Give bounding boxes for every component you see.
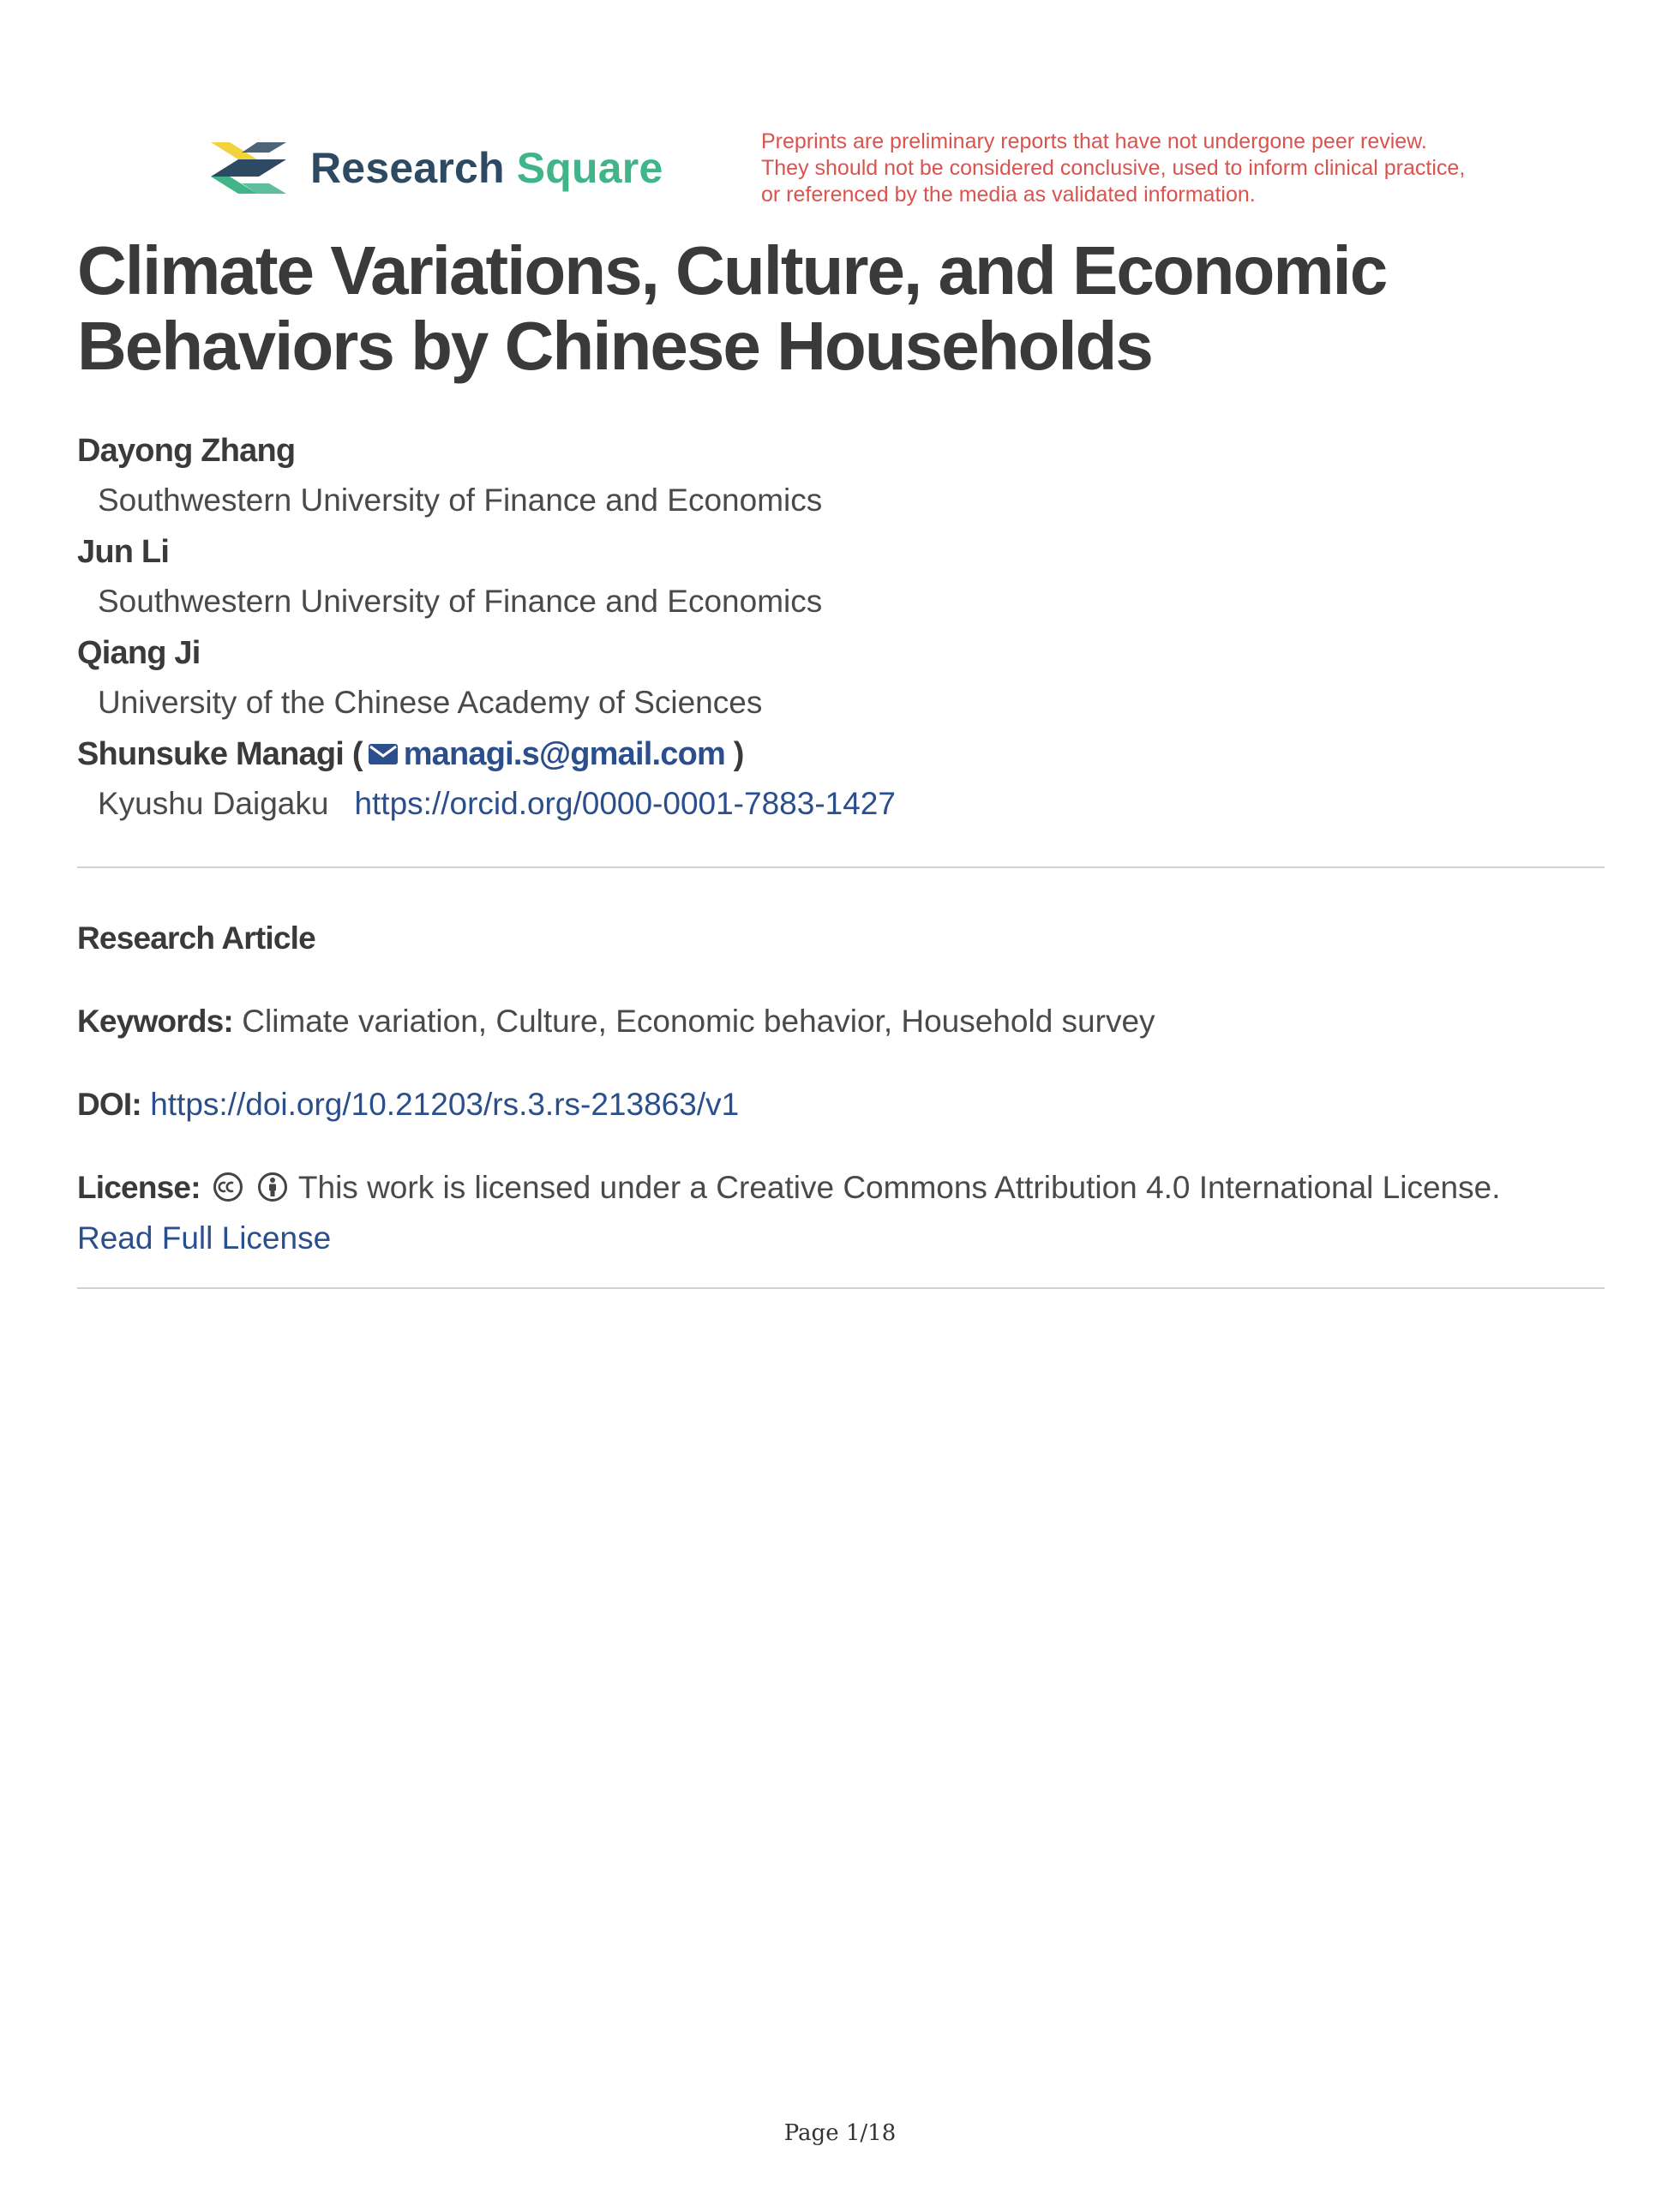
email-paren-open: (	[351, 736, 363, 772]
email-paren-close: )	[733, 736, 744, 772]
author-affiliation: Southwestern University of Finance and Economics	[98, 584, 823, 619]
section-divider	[77, 866, 1605, 868]
disclaimer-line: or referenced by the media as validated information.	[761, 183, 1256, 207]
author-affiliation: Southwestern University of Finance and Economics	[98, 483, 823, 518]
license-label: License:	[77, 1170, 201, 1205]
envelope-icon	[368, 743, 399, 765]
preprint-disclaimer	[761, 129, 1601, 208]
title-line-1: Climate Variations, Culture, and Economic	[77, 232, 1387, 309]
doi-label: DOI:	[77, 1087, 141, 1122]
author-affiliation: University of the Chinese Academy of Sciences	[98, 685, 763, 720]
license-text: This work is licensed under a Creative Commons Attribution 4.0 International License.	[297, 1170, 1501, 1205]
author-name: Jun Li	[77, 534, 170, 570]
author-entry	[77, 430, 1603, 530]
keywords-label: Keywords:	[77, 1004, 233, 1039]
cc-icon	[213, 1172, 243, 1202]
logo-wordmark	[310, 143, 663, 193]
author-entry	[77, 734, 1603, 833]
article-type-label: Research Article	[77, 920, 315, 956]
read-full-license-link[interactable]: Read Full License	[77, 1220, 332, 1256]
doi-row	[77, 1087, 739, 1123]
author-name: Shunsuke Managi	[77, 736, 345, 772]
page-number: Page 1/18	[783, 2120, 897, 2146]
author-list	[77, 430, 1603, 833]
author-entry	[77, 632, 1603, 732]
license-link-row	[77, 1220, 331, 1256]
logo-word-research: Research	[310, 144, 505, 192]
article-type	[77, 920, 315, 956]
author-entry	[77, 531, 1603, 631]
corresponding-author	[77, 734, 1603, 775]
disclaimer-line: Preprints are preliminary reports that have not undergone peer review.	[761, 129, 1427, 153]
author-affiliation-row	[77, 775, 1603, 833]
section-divider	[77, 1287, 1605, 1289]
title-line-2: Behaviors by Chinese Households	[77, 308, 1152, 384]
author-name: Qiang Ji	[77, 635, 201, 671]
doi-link[interactable]: https://doi.org/10.21203/rs.3.rs-213863/v1	[150, 1087, 740, 1122]
research-square-logo-icon	[207, 137, 290, 199]
logo-word-square: Square	[516, 144, 663, 192]
author-name: Dayong Zhang	[77, 433, 296, 469]
research-square-logo[interactable]	[207, 137, 663, 199]
paper-title	[77, 233, 1620, 384]
author-affiliation: Kyushu Daigaku	[98, 786, 329, 821]
keywords-row	[77, 1004, 1155, 1040]
disclaimer-line: They should not be considered conclusive, used to inform clinical practice,	[761, 156, 1466, 180]
keywords-value: Climate variation, Culture, Economic behavior, Household survey	[242, 1004, 1155, 1039]
orcid-link[interactable]: https://orcid.org/0000-0001-7883-1427	[354, 786, 896, 821]
author-email-link[interactable]: managi.s@gmail.com	[403, 736, 726, 772]
attribution-icon	[257, 1172, 288, 1202]
license-row	[77, 1170, 1501, 1208]
